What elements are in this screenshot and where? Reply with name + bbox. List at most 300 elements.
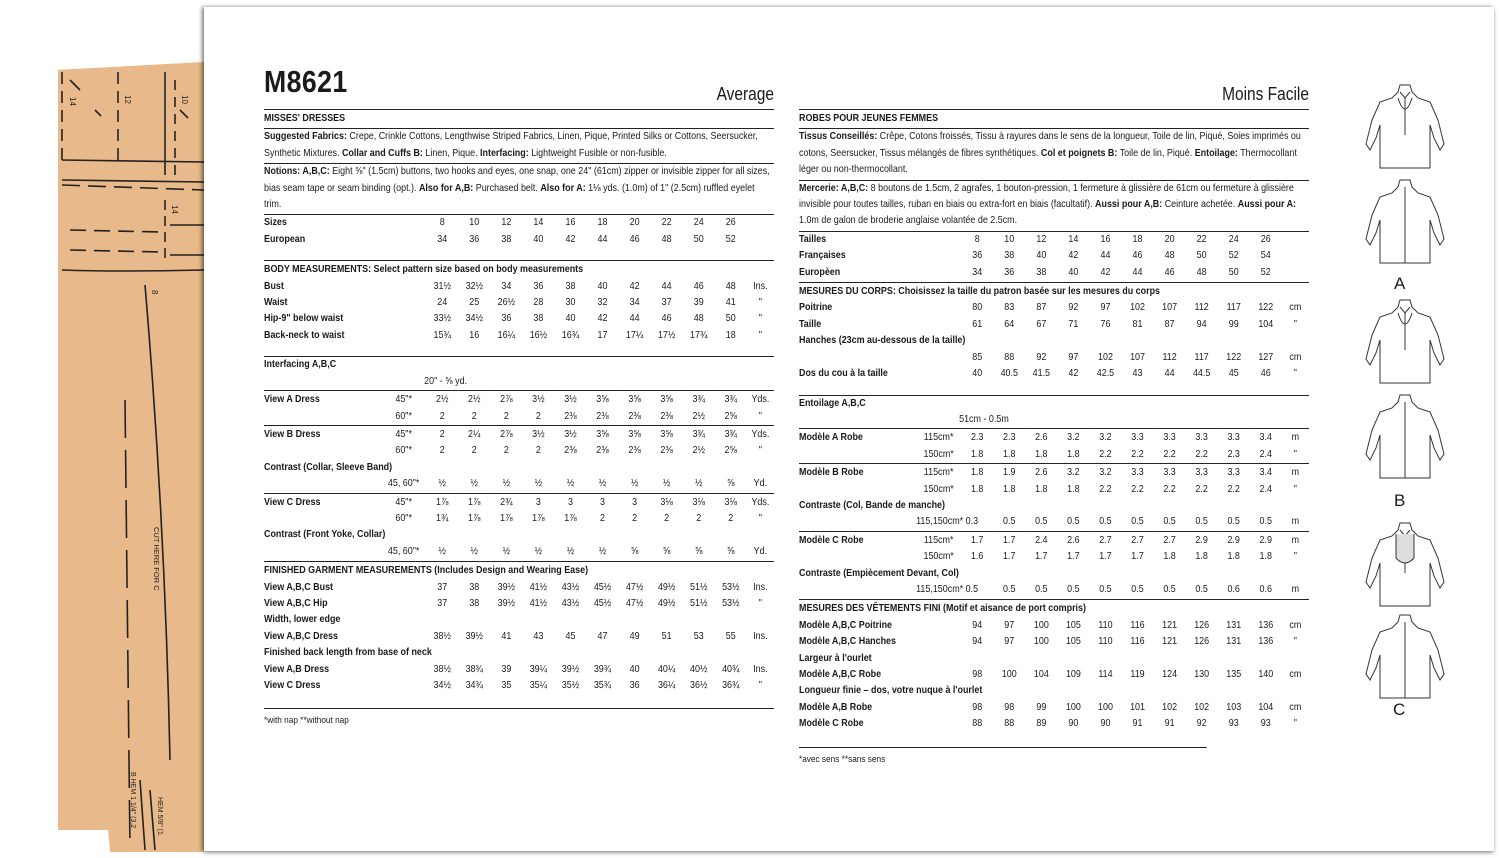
table-cell: 71 [1068, 318, 1079, 330]
table-cell: 37 [661, 297, 672, 309]
sizes-table [264, 215, 774, 248]
table-cell: 3.3 [1227, 432, 1240, 444]
table-cell: 64 [1004, 318, 1015, 330]
table-row [799, 248, 1309, 264]
table-cell: 130 [1194, 669, 1210, 680]
table-cell: 1¾ [435, 512, 449, 524]
table-cell: 93 [1228, 718, 1239, 730]
table-cell: 1.8 [970, 448, 984, 460]
table-cell: 3⅝ [628, 394, 641, 406]
row-label: View A,B,C Dress [264, 630, 339, 642]
table-cell: 51½ [690, 597, 708, 609]
table-cell: 104 [1258, 701, 1274, 713]
table-row [799, 514, 1309, 531]
table-section-label: Hanches (23cm au-dessous de la taille) [799, 335, 966, 347]
table-section-label: Contrast (Front Yoke, Collar) [264, 529, 386, 541]
table-cell: 47½ [625, 597, 644, 609]
table-cell: 2 [471, 445, 477, 457]
row-label: European [264, 233, 306, 245]
table-cell: 45 [1228, 368, 1239, 380]
table-cell: 37 [437, 581, 448, 593]
dress-drawing-icon [1366, 395, 1444, 478]
table-cell: 2 [503, 410, 509, 422]
table-cell: 2.7 [1099, 534, 1112, 546]
fabric-width [381, 215, 426, 231]
tissue-label: 8 [150, 290, 159, 295]
fabric-width [916, 350, 961, 366]
table-cell: 41½ [529, 597, 548, 609]
table-cell: 94 [972, 636, 983, 648]
fabric-width: 115cm* [923, 467, 954, 479]
table-row [264, 662, 774, 678]
table-cell: 3⅛ [660, 496, 673, 508]
fabric-width [381, 678, 426, 694]
table-cell: 91 [1132, 718, 1143, 730]
unit-label: m [1291, 516, 1300, 528]
table-cell: 1.8 [1035, 448, 1048, 460]
table-cell: 3.2 [1099, 467, 1112, 479]
table-cell: 3.3 [1227, 467, 1240, 479]
table-cell: 102 [1130, 302, 1145, 314]
table-cell: 47 [597, 630, 608, 642]
table-cell: 17½ [657, 329, 676, 341]
row-label: View C Dress [264, 496, 321, 508]
table-cell: 34 [972, 266, 983, 278]
dress-drawing-icon [1366, 300, 1444, 383]
row-label: Back-neck to waist [264, 329, 345, 341]
table-cell: 48 [725, 280, 736, 292]
table-cell: ⅝ [630, 545, 639, 557]
table-cell: 32½ [465, 280, 483, 292]
table-row [799, 300, 1309, 316]
row-label [264, 409, 381, 426]
table-cell: 1.7 [1003, 534, 1016, 546]
table-cell: 2⅜ [596, 445, 609, 457]
table-cell: 0.5 [1227, 516, 1240, 528]
unit-label: " [1293, 551, 1297, 563]
table-cell: 76 [1100, 318, 1111, 330]
table-row [264, 678, 774, 694]
body-measurements-title: MESURES DU CORPS: Choisissez la taille du patron basée sur les mesures du corps [799, 286, 1161, 298]
table-cell: 2.2 [1131, 483, 1144, 495]
unit-label: " [1293, 718, 1297, 730]
table-cell: 40.5 [1000, 368, 1018, 380]
table-cell: 122 [1226, 351, 1242, 363]
table-cell: 100 [1033, 636, 1049, 648]
table-cell: 35¼ [529, 680, 548, 691]
table-row [799, 582, 1309, 598]
table-cell: 40¼ [657, 663, 676, 675]
table-cell: 3.3 [1131, 467, 1144, 479]
tissue-label: 14 [170, 205, 179, 214]
table-cell: 44 [629, 313, 640, 325]
table-cell: 122 [1258, 302, 1274, 314]
table-cell: 17¼ [625, 329, 644, 341]
table-cell: ½ [598, 545, 607, 557]
table-row [264, 443, 774, 459]
table-cell: 2.2 [1131, 448, 1144, 460]
table-cell: 98 [1004, 701, 1015, 713]
table-cell: 48 [1196, 266, 1207, 278]
table-cell: 1.7 [1003, 551, 1016, 563]
table-cell: 1⅞ [468, 512, 481, 524]
yardage-table [799, 396, 1309, 599]
table-cell: 36½ [690, 680, 708, 691]
table-cell: 42.5 [1096, 368, 1115, 380]
row-label: View A,B,C Bust [264, 581, 334, 593]
notions-paragraph: Mercerie: A,B,C: 8 boutons de 1.5cm, 2 agrafes, 1 bouton-pression, 1 fermeture à glissière de 61cm ou fermeture à glissière invisible pour toutes tailles, ruban en biais ou extra-fort en biais (facultatif). Aussi pour A,B: Ceinture achetée. Aussi pour A: 1.0m de galon de broderie anglaise volantée de 2.5cm. [799, 180, 1309, 230]
table-cell: 3½ [564, 394, 577, 406]
table-cell: 1⅞ [532, 512, 545, 524]
table-cell: 61 [972, 318, 983, 330]
footnote: *with nap **without nap [264, 708, 774, 729]
fabric-width: 60"* [395, 512, 412, 524]
table-cell: 43½ [561, 581, 580, 593]
table-cell: 2½ [468, 394, 481, 406]
table-row [799, 549, 1309, 565]
unit-label [1282, 232, 1309, 248]
table-row [799, 700, 1309, 716]
table-cell: 45½ [593, 597, 612, 609]
table-cell: 100 [1065, 701, 1081, 713]
table-section-label: Longueur finie – dos, votre nuque à l'ourlet [799, 685, 983, 697]
table-cell: 2.3 [1227, 448, 1240, 460]
table-cell: ½ [566, 545, 575, 557]
table-cell: 100 [1098, 701, 1113, 713]
table-cell: 85 [972, 351, 983, 363]
fabric-width [916, 634, 961, 650]
table-cell: 36 [533, 280, 544, 292]
table-cell: 44 [661, 280, 672, 292]
table-cell: 3.3 [1131, 432, 1144, 444]
table-cell: 100 [1001, 669, 1017, 680]
table-cell: 1.8 [970, 467, 984, 479]
table-cell: 2⅜ [628, 410, 641, 422]
table-cell: 40 [533, 233, 544, 245]
table-cell: 126 [1194, 636, 1210, 648]
fabric-width: 60"* [395, 410, 412, 422]
table-cell: 2⅜ [564, 445, 577, 457]
fabric-width [381, 279, 426, 295]
table-cell: 116 [1130, 636, 1145, 648]
table-section-label: Contraste (Empiècement Devant, Col) [799, 567, 959, 579]
table-cell: ⅝ [727, 545, 735, 557]
table-section-label: Width, lower edge [264, 614, 341, 626]
table-cell: 0.5 [1163, 516, 1176, 528]
table-cell: 3.2 [1067, 467, 1080, 479]
table-cell: 3.3 [1163, 467, 1176, 479]
dress-drawing-icon [1366, 523, 1444, 606]
fabric-width: 115cm* [923, 432, 954, 444]
table-section-label: Largeur à l'ourlet [799, 652, 872, 664]
table-cell: 90 [1068, 718, 1079, 730]
table-cell: 16¾ [561, 329, 580, 341]
table-cell: 2.7 [1131, 534, 1144, 546]
table-row [799, 533, 1309, 549]
table-cell: 22 [661, 217, 672, 229]
tissue-label: 14 [68, 97, 77, 106]
table-cell: 16 [565, 217, 576, 229]
table-cell: ½ [630, 478, 639, 490]
table-cell: 0.5 [1099, 516, 1112, 528]
table-cell: 121 [1162, 636, 1178, 648]
table-cell: 50 [693, 233, 704, 245]
table-cell: 3½ [532, 394, 545, 406]
table-cell: 36 [972, 250, 983, 262]
table-cell: ½ [502, 545, 511, 557]
tissue-label: 12 [123, 95, 132, 104]
table-cell: 135 [1226, 669, 1242, 680]
table-cell: 110 [1098, 636, 1113, 648]
table-cell: 37 [437, 597, 448, 609]
table-cell: 0.5 [1003, 516, 1016, 528]
table-cell: 1.8 [970, 483, 984, 495]
fabric-width [381, 662, 426, 678]
fabric-width: 60"* [395, 445, 412, 457]
table-cell: 41 [501, 630, 512, 642]
table-cell: 39¼ [529, 663, 548, 675]
table-cell: 24 [693, 217, 704, 229]
table-cell: 2 [535, 445, 541, 457]
table-cell: 24 [437, 297, 448, 309]
table-row [799, 716, 1309, 732]
table-cell: 2 [600, 512, 606, 524]
table-cell: 92 [1068, 302, 1079, 314]
table-cell: 99 [1036, 701, 1047, 713]
table-cell: 2⅝ [724, 445, 737, 457]
table-cell: 3.2 [1099, 432, 1112, 444]
table-cell: 50 [1196, 250, 1207, 262]
table-row [264, 215, 774, 231]
unit-label: Ins. [753, 581, 768, 593]
table-cell: 44 [1164, 368, 1175, 380]
table-cell: 87 [1036, 302, 1047, 314]
table-cell: 3.4 [1259, 432, 1272, 444]
unit-label: Ins. [753, 663, 768, 675]
row-label: Waist [264, 297, 288, 309]
table-cell: 42 [565, 233, 576, 245]
table-cell: 22 [1196, 233, 1207, 245]
table-cell: 28 [533, 297, 544, 309]
table-cell: ½ [534, 478, 543, 490]
table-row [264, 392, 774, 408]
table-cell: 38 [469, 597, 480, 609]
row-label: View C Dress [264, 680, 321, 691]
fabric-width: 45, 60"* [387, 545, 420, 557]
table-cell: 3⅝ [660, 428, 673, 440]
row-label: Tailles [799, 233, 827, 245]
table-cell: ½ [662, 478, 671, 490]
table-cell: 53 [693, 630, 704, 642]
fabric-width [381, 311, 426, 327]
table-row [799, 350, 1309, 366]
body-measurements-table [799, 300, 1309, 382]
table-cell: 48 [661, 233, 672, 245]
table-row [264, 409, 774, 426]
table-row [799, 430, 1309, 446]
table-cell: 1.8 [1035, 483, 1048, 495]
table-cell: 42 [1068, 250, 1079, 262]
unit-label: " [1293, 636, 1297, 648]
table-cell: 39½ [561, 663, 580, 675]
fabric-width [381, 580, 426, 596]
table-cell: 49 [629, 630, 640, 642]
table-cell: 2 [728, 512, 734, 524]
table-cell: 112 [1162, 351, 1177, 363]
unit-label [747, 215, 774, 231]
unit-label: cm [1289, 619, 1302, 631]
table-row [264, 511, 774, 527]
table-cell: 94 [1196, 318, 1207, 330]
table-cell: 2.3 [1003, 432, 1016, 444]
tissue-label: CUT HERE FOR C [152, 527, 161, 591]
table-cell: 80 [972, 302, 983, 314]
table-cell: 1.8 [1163, 551, 1176, 563]
table-cell: 2.2 [1195, 483, 1208, 495]
table-cell: 36¾ [722, 680, 740, 691]
table-cell: 45 [565, 630, 576, 642]
table-cell: 17¾ [690, 329, 708, 341]
table-cell: 88 [1004, 718, 1015, 730]
table-cell: 1.7 [1067, 551, 1080, 563]
table-cell: 46 [661, 313, 672, 325]
table-cell: 2 [632, 512, 638, 524]
table-cell: 3½ [532, 428, 545, 440]
table-cell: 0.5 [1195, 516, 1208, 528]
table-cell: 46 [1132, 250, 1143, 262]
table-cell: 44 [1132, 266, 1143, 278]
interfacing-yardage: 20" - ⅝ yd. [424, 375, 468, 387]
row-label: Modèle A Robe [799, 432, 863, 444]
row-label [799, 514, 916, 531]
finished-measurements-table [799, 618, 1309, 733]
table-cell: 2 [439, 445, 445, 457]
unit-label: Yd. [753, 545, 768, 557]
fabric-width [916, 366, 961, 382]
table-section-label: Entoilage A,B,C [799, 397, 866, 409]
table-cell: 1.7 [970, 534, 984, 546]
table-cell: ⅝ [662, 545, 671, 557]
table-cell: 114 [1098, 669, 1113, 680]
unit-label: Yd. [753, 478, 768, 490]
table-cell: 53½ [722, 597, 740, 609]
table-cell: 36¼ [657, 680, 676, 691]
table-cell: 3 [632, 496, 638, 508]
table-cell: 42 [597, 313, 608, 325]
fabric-width: 115,150cm* 0.3 [916, 516, 979, 528]
row-label: Modèle A,B Robe [799, 701, 873, 713]
unit-label: " [1293, 483, 1297, 495]
table-cell: 3.3 [1195, 432, 1208, 444]
table-cell: 2.6 [1067, 534, 1080, 546]
table-row [264, 328, 774, 344]
table-cell: 2.4 [1259, 483, 1272, 495]
row-label [799, 549, 916, 565]
table-row [264, 580, 774, 596]
unit-label: " [758, 297, 762, 309]
table-cell: 97 [1004, 636, 1015, 648]
pattern-title: MISSES' DRESSES [264, 109, 774, 127]
french-column [799, 74, 1309, 768]
table-cell: ½ [438, 478, 446, 490]
table-cell: 38 [1036, 266, 1047, 278]
table-cell: 36 [469, 233, 480, 245]
unit-label: " [758, 512, 762, 524]
table-cell: 0.5 [1003, 583, 1016, 595]
table-row [264, 311, 774, 327]
table-cell: 40 [1036, 250, 1047, 262]
table-cell: 1⅞ [500, 512, 513, 524]
table-cell: 46 [1260, 368, 1271, 380]
table-cell: 43 [533, 630, 544, 642]
table-cell: 110 [1098, 619, 1113, 631]
table-cell: 35¾ [593, 680, 612, 691]
table-cell: 3½ [564, 428, 577, 440]
view-drawings [1350, 80, 1460, 720]
row-label: Modèle A,B,C Robe [799, 669, 882, 680]
table-cell: 2⅜ [628, 445, 641, 457]
table-cell: 39 [501, 663, 512, 675]
fabric-width [916, 265, 961, 281]
row-label: Françaises [799, 250, 846, 262]
table-row [264, 495, 774, 511]
table-cell: 0.6 [1227, 583, 1240, 595]
table-cell: 42 [1068, 368, 1079, 380]
table-cell: 54 [1260, 250, 1271, 262]
unit-label [1282, 265, 1309, 281]
row-label [799, 350, 916, 366]
body-measurements-table [264, 279, 774, 345]
yardage-table [264, 357, 774, 560]
table-cell: 38 [565, 280, 576, 292]
table-cell: ½ [438, 545, 446, 557]
unit-label: " [758, 680, 762, 691]
view-label: B [1394, 491, 1406, 510]
table-cell: 91 [1164, 718, 1175, 730]
table-cell: 18 [597, 217, 608, 229]
table-cell: 92 [1036, 351, 1047, 363]
table-cell: 107 [1162, 302, 1178, 314]
table-cell: 1.7 [1035, 551, 1048, 563]
row-label: Modèle C Robe [799, 534, 864, 546]
table-cell: 3¾ [724, 428, 737, 440]
table-cell: 140 [1258, 669, 1274, 680]
fabric-width: 115,150cm* 0.5 [916, 583, 979, 595]
table-cell: 105 [1065, 636, 1081, 648]
table-cell: 39¾ [593, 663, 612, 675]
unit-label: cm [1289, 351, 1302, 363]
table-cell: 53½ [722, 581, 740, 593]
table-cell: 2.9 [1259, 534, 1272, 546]
table-cell: 87 [1164, 318, 1175, 330]
row-label [799, 482, 916, 498]
table-cell: 40¾ [722, 663, 740, 675]
table-cell: 26 [725, 217, 736, 229]
table-cell: 2⅞ [500, 428, 513, 440]
fabric-width [381, 328, 426, 344]
table-row [799, 667, 1309, 683]
table-cell: 2.2 [1163, 483, 1176, 495]
table-row [264, 232, 774, 248]
table-cell: 121 [1162, 619, 1178, 631]
row-label: Europèen [799, 266, 841, 278]
table-row [799, 447, 1309, 464]
table-cell: 3.4 [1259, 467, 1272, 479]
table-cell: 43½ [561, 597, 580, 609]
table-cell: 127 [1258, 351, 1274, 363]
table-cell: 2.2 [1099, 448, 1112, 460]
fabric-width [916, 248, 961, 264]
